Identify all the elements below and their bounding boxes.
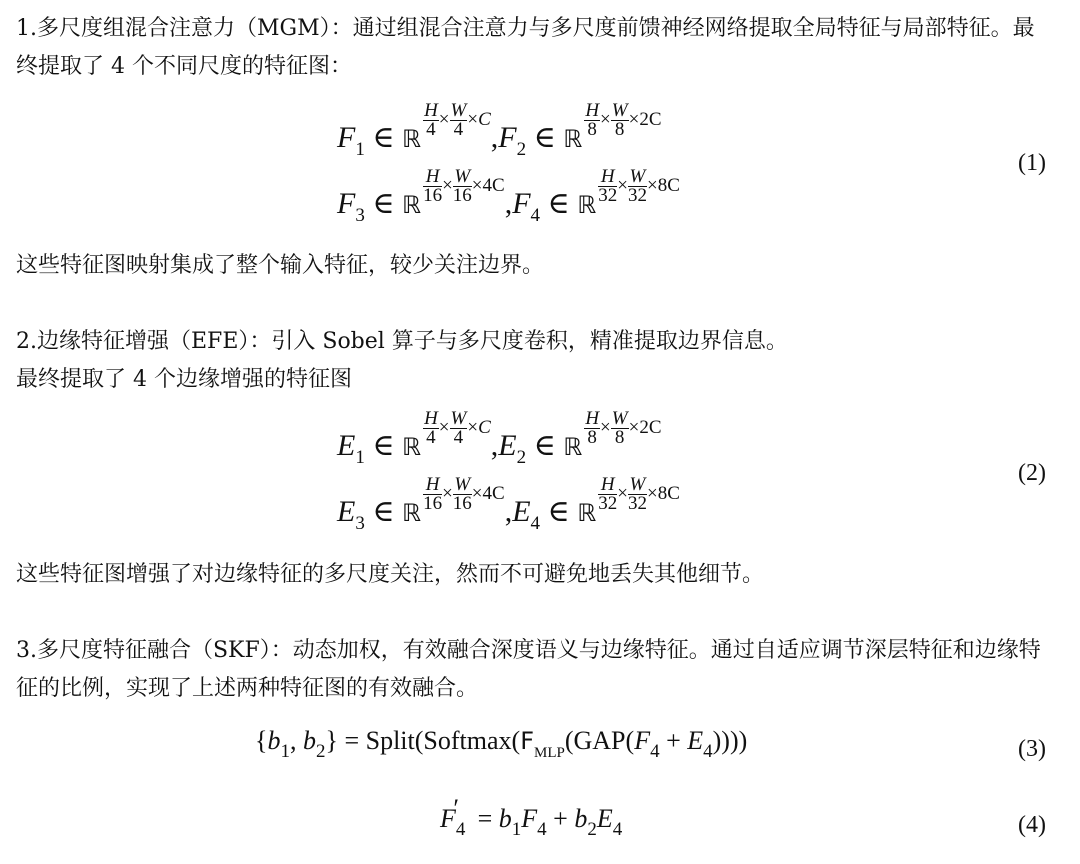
section-1-summary: 这些特征图映射集成了整个输入特征，较少关注边界。 [16, 253, 545, 278]
section-2-summary: 这些特征图增强了对边缘特征的多尺度关注，然而不可避免地丢失其他细节。 [16, 562, 765, 587]
symbol-F4: $F_4$ [512, 187, 541, 226]
equation-2-row-2: $E_3$ ∈ ℝ $\frac{H}{16}$ × $\frac{W}{16}$ $\times 4C,E_4$ ∈ ℝ $\frac{H}{32}$ × $\frac{W}{32}$ ×8C [337, 474, 680, 534]
equation-2-row-1: $E_1$ ∈ ℝ $\frac{H}{4}$ × $\frac{W}{4}$ $\times C,E_2$ ∈ ℝ $\frac{H}{8}$ × $\frac{W}{8}$ ×2C [337, 408, 662, 468]
section-2-intro-line-2: 最终提取了 4 个边缘增强的特征图 [16, 367, 352, 392]
equation-1-row-2: $F_3$ ∈ ℝ $\frac{H}{16}$ × $\frac{W}{16}$ $\times 4C,F_4$ ∈ ℝ $\frac{H}{32}$ × $\frac{W}{32}$ ×8C [337, 166, 680, 226]
section-2-intro-line-1: 2.边缘特征增强（EFE）：引入 Sobel 算子与多尺度卷积，精准提取边界信息。 [16, 329, 788, 354]
symbol-E1: $E_1$ [337, 429, 365, 468]
symbol-F1: $F_1$ [337, 121, 365, 160]
symbol-E4: $E_4$ [512, 495, 541, 534]
equation-1-row-1: $F_1$ ∈ ℝ $\frac{H}{4}$ × $\frac{W}{4}$ $\times C,F_2$ ∈ ℝ $\frac{H}{8}$ × $\frac{W}{8}$ ×2C [337, 100, 662, 160]
symbol-F2: $F_2$ [498, 121, 527, 160]
section-3-intro: 3.多尺度特征融合（SKF）：动态加权，有效融合深度语义与边缘特征。通过自适应调节深层特征和边缘特征的比例，实现了上述两种特征图的有效融合。 [16, 638, 1041, 701]
equation-4: $F_4' = b_1F_4 + b_2E_4$ [440, 794, 623, 840]
equation-4-number: (4) [1018, 812, 1046, 838]
equation-3: {$b_1$, $b_2$} = $Split(Softmax(F_{MLP}(GAP(F_4 + E_4))))$ [255, 726, 748, 762]
symbol-F3: $F_3$ [337, 187, 365, 226]
equation-1-number: (1) [1018, 150, 1046, 176]
equation-3-number: (3) [1018, 736, 1046, 762]
equation-2-number: (2) [1018, 460, 1046, 486]
section-1-intro: 1.多尺度组混合注意力（MGM）：通过组混合注意力与多尺度前馈神经网络提取全局特征与局部特征。最终提取了 4 个不同尺度的特征图： [16, 16, 1035, 79]
symbol-E3: $E_3$ [337, 495, 365, 534]
symbol-E2: $E_2$ [498, 429, 527, 468]
